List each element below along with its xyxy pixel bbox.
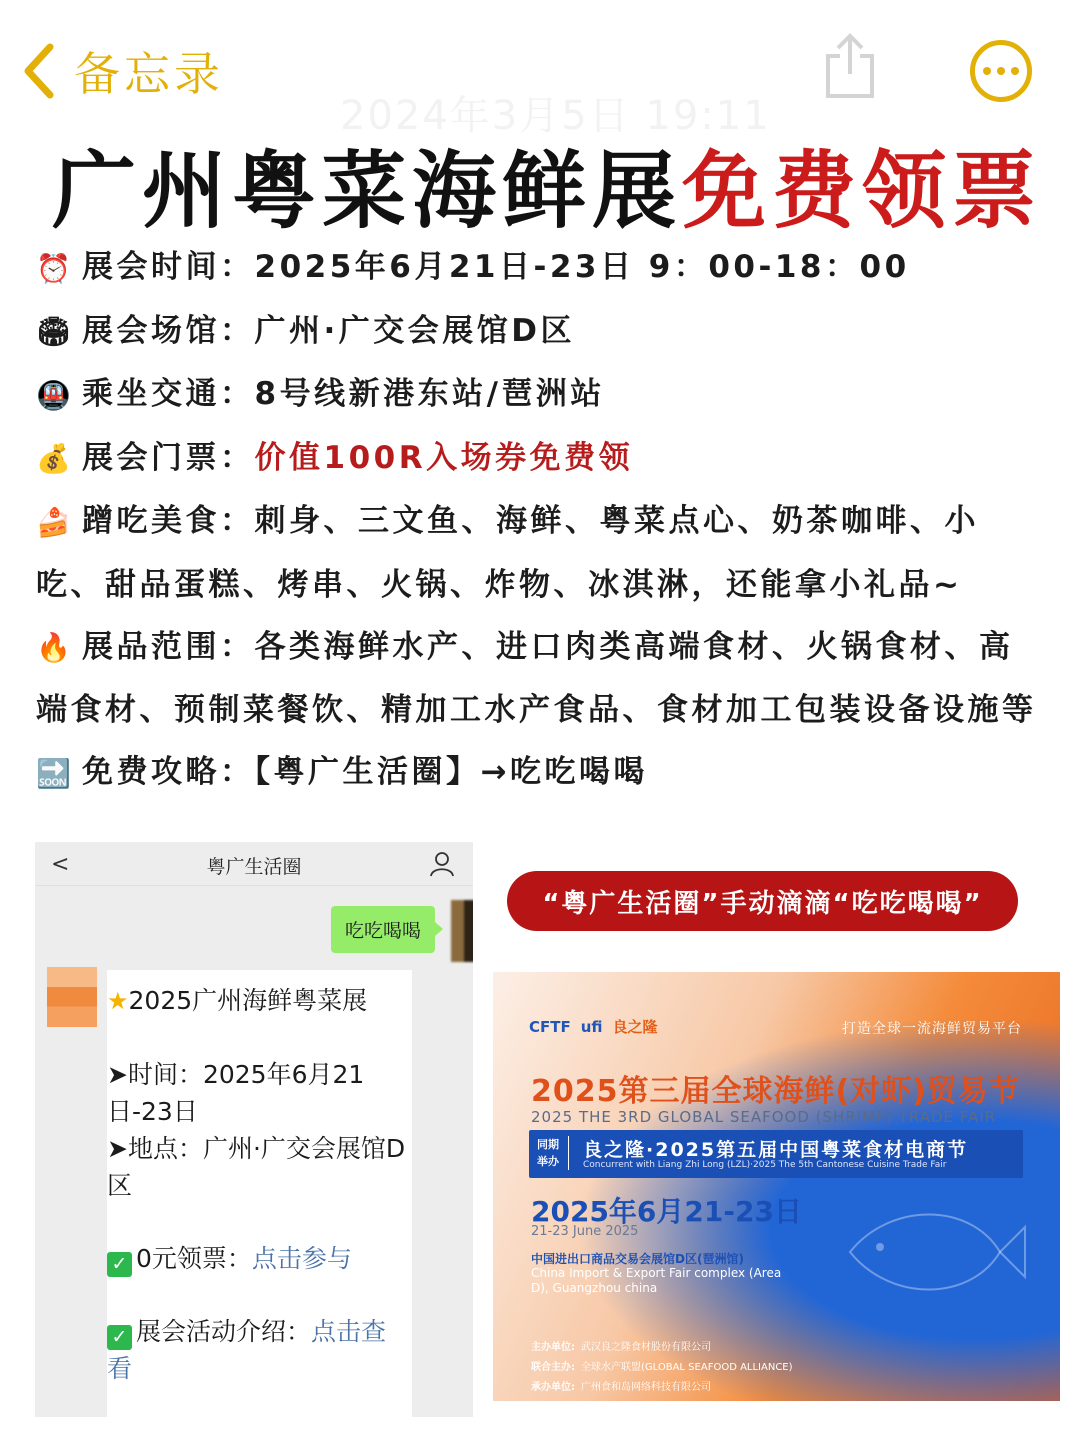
fish-illustration-icon <box>840 1192 1030 1312</box>
star-icon: ★ <box>107 987 129 1015</box>
chevron-left-icon <box>22 41 56 101</box>
info-label: 展会时间： <box>82 249 255 285</box>
poster-venue: 中国进出口商品交易会展馆D区(琶洲馆) <box>531 1252 744 1266</box>
more-icon[interactable] <box>970 40 1032 102</box>
info-value: 【粤广生活圈】→吃吃喝喝 <box>254 754 648 790</box>
chat-title: 粤广生活圈 <box>206 856 302 878</box>
info-label: 展会门票： <box>82 439 255 476</box>
poster-slogan: 打造全球一流海鲜贸易平台 <box>842 1021 1022 1037</box>
organizer-line: 承办单位: 广州食和岛网络科技有限公司 <box>531 1382 711 1393</box>
info-value: 广州·广交会展馆D区 <box>254 312 576 349</box>
alarm-clock-icon: ⏰ <box>36 251 75 285</box>
info-label: 展会场馆： <box>82 312 255 349</box>
poster-venue-en: China Import & Export Fair complex (Area D), Guangzhou china <box>531 1266 782 1295</box>
info-label: 免费攻略： <box>82 754 255 790</box>
info-ticket <box>36 427 1046 491</box>
info-value: 各类海鲜水产、进口肉类高端食材、火锅食材、高端食材、预制菜餐饮、精加工水产食品、食材加工包装设备设施等 <box>36 628 1037 728</box>
my-message-bubble: 吃吃喝喝 <box>331 906 435 953</box>
money-bag-icon: 💰 <box>36 442 75 475</box>
poster-date: 2025年6月21-23日 <box>531 1195 802 1228</box>
organizer-line: 联合主办: 全球水产联盟(GLOBAL SEAFOOD ALLIANCE) <box>531 1362 793 1373</box>
ticket-link[interactable]: 点击参与 <box>251 1244 352 1273</box>
reply-intro: ✓ 展会活动介绍：点击查看 <box>107 1317 387 1383</box>
poster-concurrent-band <box>529 1130 1023 1178</box>
share-icon[interactable] <box>822 32 878 100</box>
info-label: 乘坐交通： <box>82 376 255 412</box>
cake-icon: 🍰 <box>36 505 75 539</box>
organizer-line: 主办单位: 武汉良之隆食材股份有限公司 <box>531 1342 711 1353</box>
info-value: 8号线新港东站/琶洲站 <box>254 376 605 412</box>
reply-place: ➤地点：广州·广交会展馆D区 <box>107 1134 406 1200</box>
band-tag: 同期举办 <box>537 1136 569 1170</box>
info-label: 展品范围： <box>82 628 255 665</box>
poster-subtitle: 2025 THE 3RD GLOBAL SEAFOOD (SHRIMP) TRADE FAIR <box>531 1108 997 1126</box>
metro-icon: 🚇 <box>36 378 75 412</box>
note-date: 2024年3月5日 19:11 <box>340 93 771 139</box>
headline-black: 广州粤菜海鲜展 <box>52 142 683 240</box>
event-info-list <box>36 236 1046 805</box>
chat-back-icon[interactable]: < <box>51 852 70 877</box>
cftf-logo: CFTF <box>529 1017 571 1036</box>
checkmark-icon: ✓ <box>107 1325 132 1350</box>
notes-topbar <box>0 0 1080 139</box>
info-time <box>36 236 1046 300</box>
poster-title: 2025第三届全球海鲜(对虾)贸易节 <box>531 1074 1020 1109</box>
info-food <box>36 490 1046 616</box>
info-value: 刺身、三文鱼、海鲜、粤菜点心、奶茶咖啡、小吃、甜品蛋糕、烤串、火锅、炸物、冰淇淋，还能拿小礼品~ <box>36 503 979 603</box>
reply-title: ★2025广州海鲜粤菜展 <box>107 986 368 1015</box>
info-guide <box>36 741 1046 805</box>
soon-arrow-icon: 🔜 <box>36 756 75 790</box>
my-avatar <box>451 900 473 962</box>
info-scope <box>36 616 1046 742</box>
account-avatar <box>47 967 97 1027</box>
info-venue <box>36 300 1046 364</box>
intro-link[interactable]: 点击查看 <box>107 1317 387 1383</box>
info-value: 2025年6月21日-23日 9：00-18：00 <box>254 249 910 285</box>
chat-header <box>35 842 473 886</box>
reply-card <box>107 970 412 1417</box>
headline <box>52 124 1042 245</box>
fire-icon: 🔥 <box>36 631 75 664</box>
band-subtitle: Concurrent with Liang Zhi Long (LZL)·2025 The 5th Cantonese Cuisine Trade Fair <box>583 1160 947 1170</box>
info-label: 蹭吃美食： <box>82 503 255 539</box>
user-profile-icon[interactable] <box>429 851 455 877</box>
back-button[interactable] <box>22 38 224 104</box>
checkmark-icon: ✓ <box>107 1252 132 1277</box>
headline-red: 免费领票 <box>682 142 1043 240</box>
stadium-icon: 🏟 <box>36 315 76 348</box>
ufi-logo: ufi <box>580 1017 603 1036</box>
chat-screenshot <box>35 842 473 1417</box>
event-poster <box>493 972 1060 1401</box>
reply-time: ➤时间：2025年6月21日-23日 <box>107 1060 365 1126</box>
info-transport <box>36 363 1046 427</box>
reply-ticket: ✓ 0元领票：点击参与 <box>107 1240 408 1277</box>
poster-date-en: 21-23 June 2025 <box>531 1224 639 1239</box>
instruction-pill: “粤广生活圈”手动滴滴“吃吃喝喝” <box>507 871 1018 931</box>
back-label: 备忘录 <box>74 47 224 101</box>
lzl-logo: 良之隆 <box>612 1018 658 1036</box>
poster-logos <box>529 1016 658 1037</box>
info-value: 价值100R入场券免费领 <box>254 439 634 476</box>
band-title: 良之隆·2025第五届中国粤菜食材电商节 <box>583 1139 969 1161</box>
